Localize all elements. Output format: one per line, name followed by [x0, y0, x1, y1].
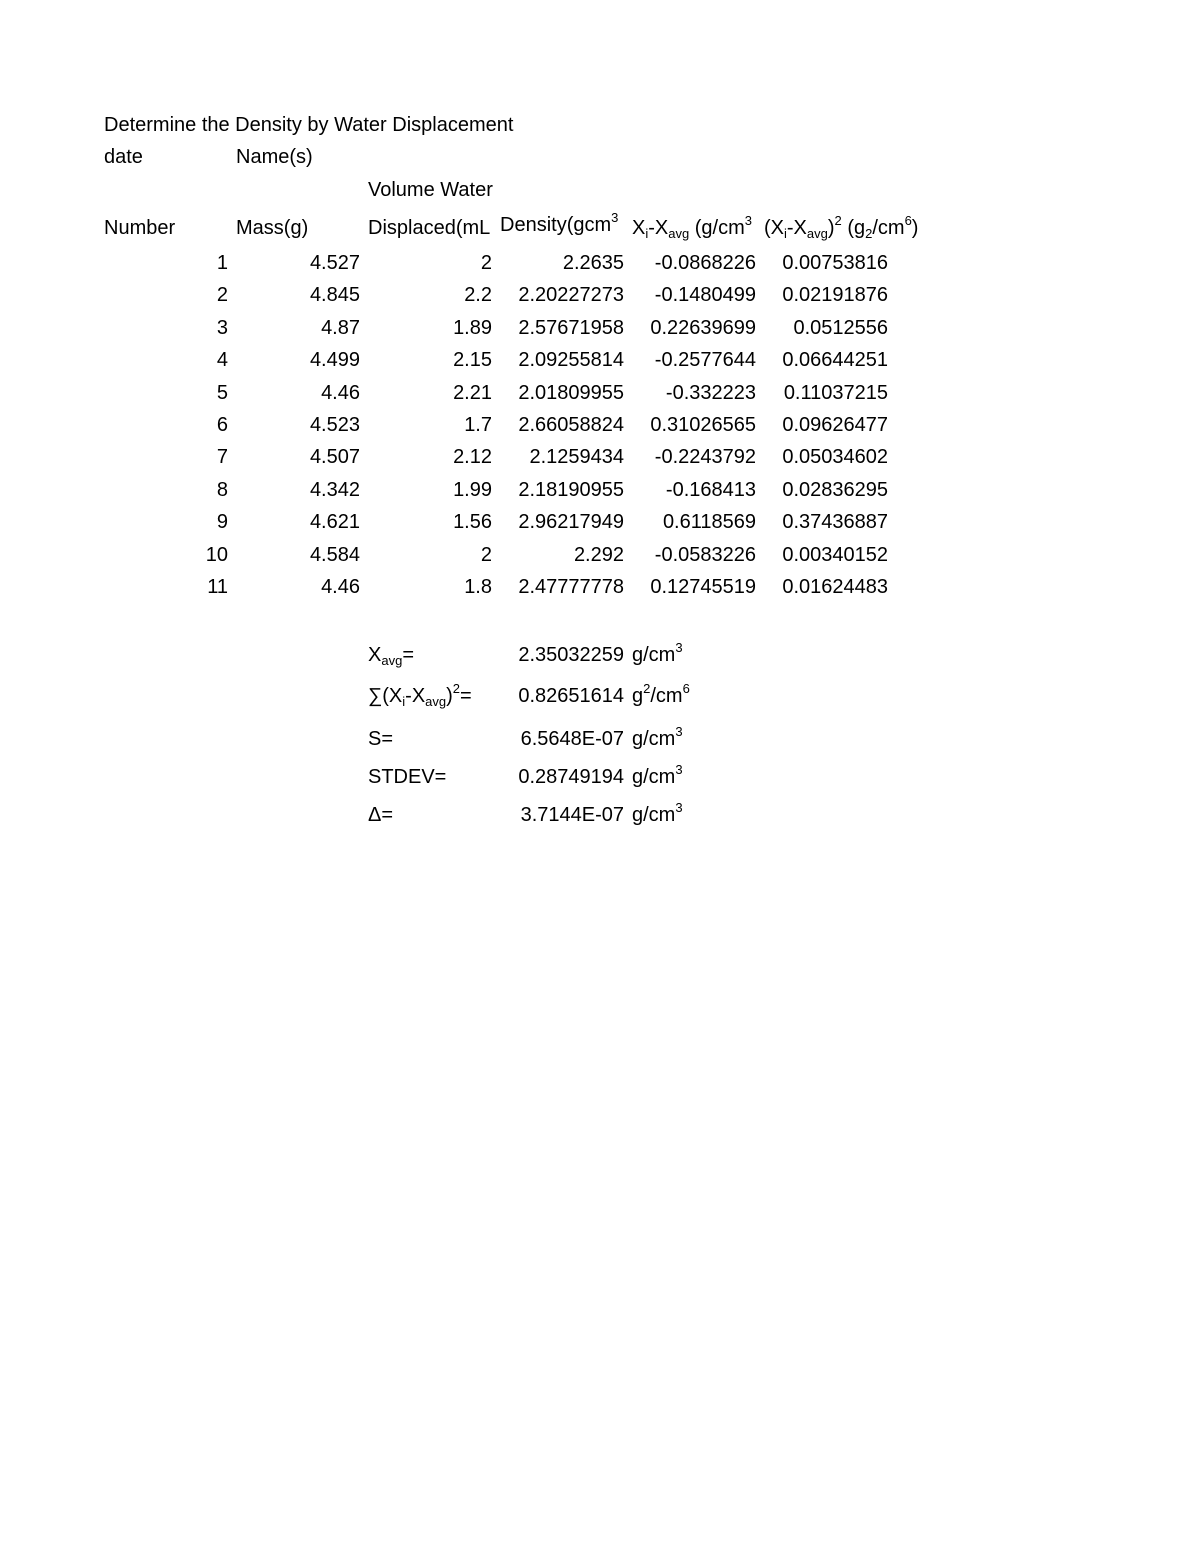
xavg-value: 2.35032259 — [518, 644, 624, 666]
cell-number: 5 — [216, 382, 228, 404]
cell-deviation-squared: 0.11037215 — [783, 382, 888, 404]
cell-volume: 2 — [480, 544, 492, 566]
cell-density: 2.1259434 — [529, 446, 624, 468]
cell-density: 2.66058824 — [518, 414, 624, 436]
cell-deviation: -0.0868226 — [654, 252, 756, 274]
stdev-value: 0.28749194 — [518, 766, 624, 788]
cell-deviation-squared: 0.02836295 — [782, 479, 888, 501]
cell-number: 4 — [216, 349, 228, 371]
header-deviation-squared: $(X_i-X_{avg})^2$ $(g_2/cm^6)$ — [764, 213, 919, 241]
cell-volume: 2.15 — [453, 349, 492, 371]
cell-number: 1 — [216, 252, 228, 274]
header-volume-line1: Volume Water — [368, 179, 493, 201]
cell-deviation: -0.332223 — [665, 382, 756, 404]
cell-mass: 4.845 — [309, 284, 360, 306]
cell-deviation-squared: 0.0512556 — [793, 317, 888, 339]
cell-number: 6 — [216, 414, 228, 436]
cell-number: 10 — [205, 544, 228, 566]
cell-density: 2.09255814 — [518, 349, 624, 371]
cell-deviation-squared: 0.00340152 — [782, 544, 888, 566]
cell-density: 2.57671958 — [518, 317, 624, 339]
cell-mass: 4.342 — [309, 479, 360, 501]
cell-volume: 1.99 — [453, 479, 492, 501]
cell-density: 2.18190955 — [518, 479, 624, 501]
xavg-label: $X_{avg}=$ — [368, 644, 414, 668]
cell-volume: 2.2 — [464, 284, 492, 306]
cell-density: 2.01809955 — [518, 382, 624, 404]
s-unit: $g/cm^3$ — [632, 724, 683, 750]
cell-mass: 4.46 — [321, 576, 360, 598]
cell-deviation: -0.1480499 — [654, 284, 756, 306]
cell-volume: 2.12 — [453, 446, 492, 468]
header-number: Number — [104, 217, 176, 239]
sum-squares-unit: $g^2/cm^6$ — [632, 681, 690, 707]
cell-density: 2.292 — [573, 544, 624, 566]
cell-number: 7 — [216, 446, 228, 468]
cell-mass: 4.87 — [321, 317, 360, 339]
cell-density: 2.96217949 — [518, 511, 624, 533]
cell-deviation-squared: 0.37436887 — [782, 511, 888, 533]
header-density: Density(gcm$^3$ — [500, 210, 619, 236]
delta-label: Δ= — [368, 804, 394, 826]
sum-squares-value: 0.82651614 — [518, 685, 624, 707]
stdev-label: STDEV= — [368, 766, 447, 788]
cell-deviation-squared: 0.09626477 — [782, 414, 888, 436]
cell-volume: 2.21 — [453, 382, 492, 404]
cell-deviation: -0.2577644 — [654, 349, 756, 371]
date-label: date — [104, 146, 143, 168]
cell-number: 3 — [216, 317, 228, 339]
cell-density: 2.2635 — [562, 252, 624, 274]
cell-deviation-squared: 0.01624483 — [782, 576, 888, 598]
cell-deviation: 0.12745519 — [650, 576, 756, 598]
xavg-unit: $g/cm^3$ — [632, 640, 683, 666]
delta-value: 3.7144E-07 — [520, 804, 624, 826]
delta-unit: $g/cm^3$ — [632, 800, 683, 826]
cell-mass: 4.621 — [309, 511, 360, 533]
cell-number: 9 — [216, 511, 228, 533]
cell-deviation: 0.22639699 — [650, 317, 756, 339]
header-deviation: $X_i-X_{avg}$ ($g/cm^3$ — [632, 213, 752, 241]
cell-number: 8 — [216, 479, 228, 501]
cell-number: 2 — [216, 284, 228, 306]
cell-mass: 4.507 — [309, 446, 360, 468]
title: Determine the Density by Water Displacement — [104, 114, 514, 136]
cell-deviation: 0.31026565 — [650, 414, 756, 436]
header-mass: Mass(g) — [236, 217, 309, 239]
cell-density: 2.47777778 — [518, 576, 624, 598]
cell-mass: 4.527 — [309, 252, 360, 274]
cell-deviation: -0.0583226 — [654, 544, 756, 566]
cell-deviation: 0.6118569 — [662, 511, 756, 533]
cell-volume: 1.89 — [453, 317, 492, 339]
cell-number: 11 — [207, 576, 228, 598]
cell-volume: 1.56 — [453, 511, 492, 533]
cell-volume: 1.7 — [464, 414, 492, 436]
cell-deviation: -0.168413 — [665, 479, 756, 501]
cell-deviation-squared: 0.02191876 — [782, 284, 888, 306]
sum-squares-label: $\sum(X_i-X_{avg})^2=$ — [368, 681, 472, 709]
s-label: S= — [368, 728, 394, 750]
cell-volume: 2 — [480, 252, 492, 274]
cell-mass: 4.499 — [309, 349, 360, 371]
cell-mass: 4.523 — [309, 414, 360, 436]
cell-deviation-squared: 0.06644251 — [782, 349, 888, 371]
cell-deviation: -0.2243792 — [654, 446, 756, 468]
cell-mass: 4.46 — [321, 382, 360, 404]
cell-deviation-squared: 0.00753816 — [782, 252, 888, 274]
names-label: Name(s) — [236, 146, 313, 168]
cell-deviation-squared: 0.05034602 — [782, 446, 888, 468]
cell-volume: 1.8 — [464, 576, 492, 598]
stdev-unit: $g/cm^3$ — [632, 762, 683, 788]
cell-density: 2.20227273 — [518, 284, 624, 306]
header-volume-line2: Displaced(mL — [368, 217, 491, 239]
cell-mass: 4.584 — [309, 544, 360, 566]
s-value: 6.5648E-07 — [520, 728, 624, 750]
